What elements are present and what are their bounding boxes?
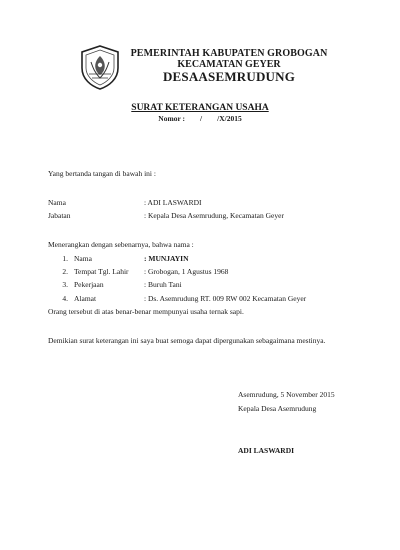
- letterhead-regency: PEMERINTAH KABUPATEN GROBOGAN: [130, 48, 328, 59]
- document-number: Nomor : / /X/2015: [158, 114, 242, 123]
- closing-statement: Demikian surat keterangan ini saya buat semoga dapat dipergunakan sebagaimana mestinya.: [48, 336, 326, 345]
- row-label: Tempat Tgl. Lahir: [74, 267, 129, 276]
- grobogan-emblem-icon: [78, 44, 122, 90]
- business-statement: Orang tersebut di atas benar-benar mempunyai usaha ternak sapi.: [48, 307, 244, 316]
- declaration-line: Menerangkan dengan sebenarnya, bahwa nama :: [48, 240, 194, 249]
- row-number: 1.: [62, 254, 68, 263]
- signer-position-label: Jabatan: [48, 211, 71, 220]
- row-value: : Ds. Asemrudung RT. 009 RW 002 Kecamatan Geyer: [144, 294, 307, 303]
- letterhead-village: DESAASEMRUDUNG: [162, 69, 296, 84]
- signer-name-label: Nama: [48, 198, 66, 207]
- opening-line: Yang bertanda tangan di bawah ini :: [48, 169, 156, 178]
- row-label: Alamat: [74, 294, 97, 303]
- signature-place-date: Asemrudung, 5 November 2015: [238, 390, 335, 399]
- row-label: Pekerjaan: [74, 280, 104, 289]
- signer-name-value: : ADI LASWARDI: [144, 198, 202, 207]
- signature-role: Kepala Desa Asemrudung: [238, 404, 317, 413]
- row-value: : Buruh Tani: [144, 280, 182, 289]
- letterhead-district: KECAMATAN GEYER: [177, 59, 281, 70]
- signer-position-value: : Kepala Desa Asemrudung, Kecamatan Geyer: [144, 211, 284, 220]
- row-number: 2.: [62, 267, 68, 276]
- row-number: 4.: [62, 294, 68, 303]
- row-label: Nama: [74, 254, 92, 263]
- row-number: 3.: [62, 280, 68, 289]
- row-value: : Grobogan, 1 Agustus 1968: [144, 267, 229, 276]
- row-value: : MUNJAYIN: [144, 254, 189, 263]
- document-title: SURAT KETERANGAN USAHA: [131, 103, 269, 113]
- signature-name: ADI LASWARDI: [238, 446, 295, 455]
